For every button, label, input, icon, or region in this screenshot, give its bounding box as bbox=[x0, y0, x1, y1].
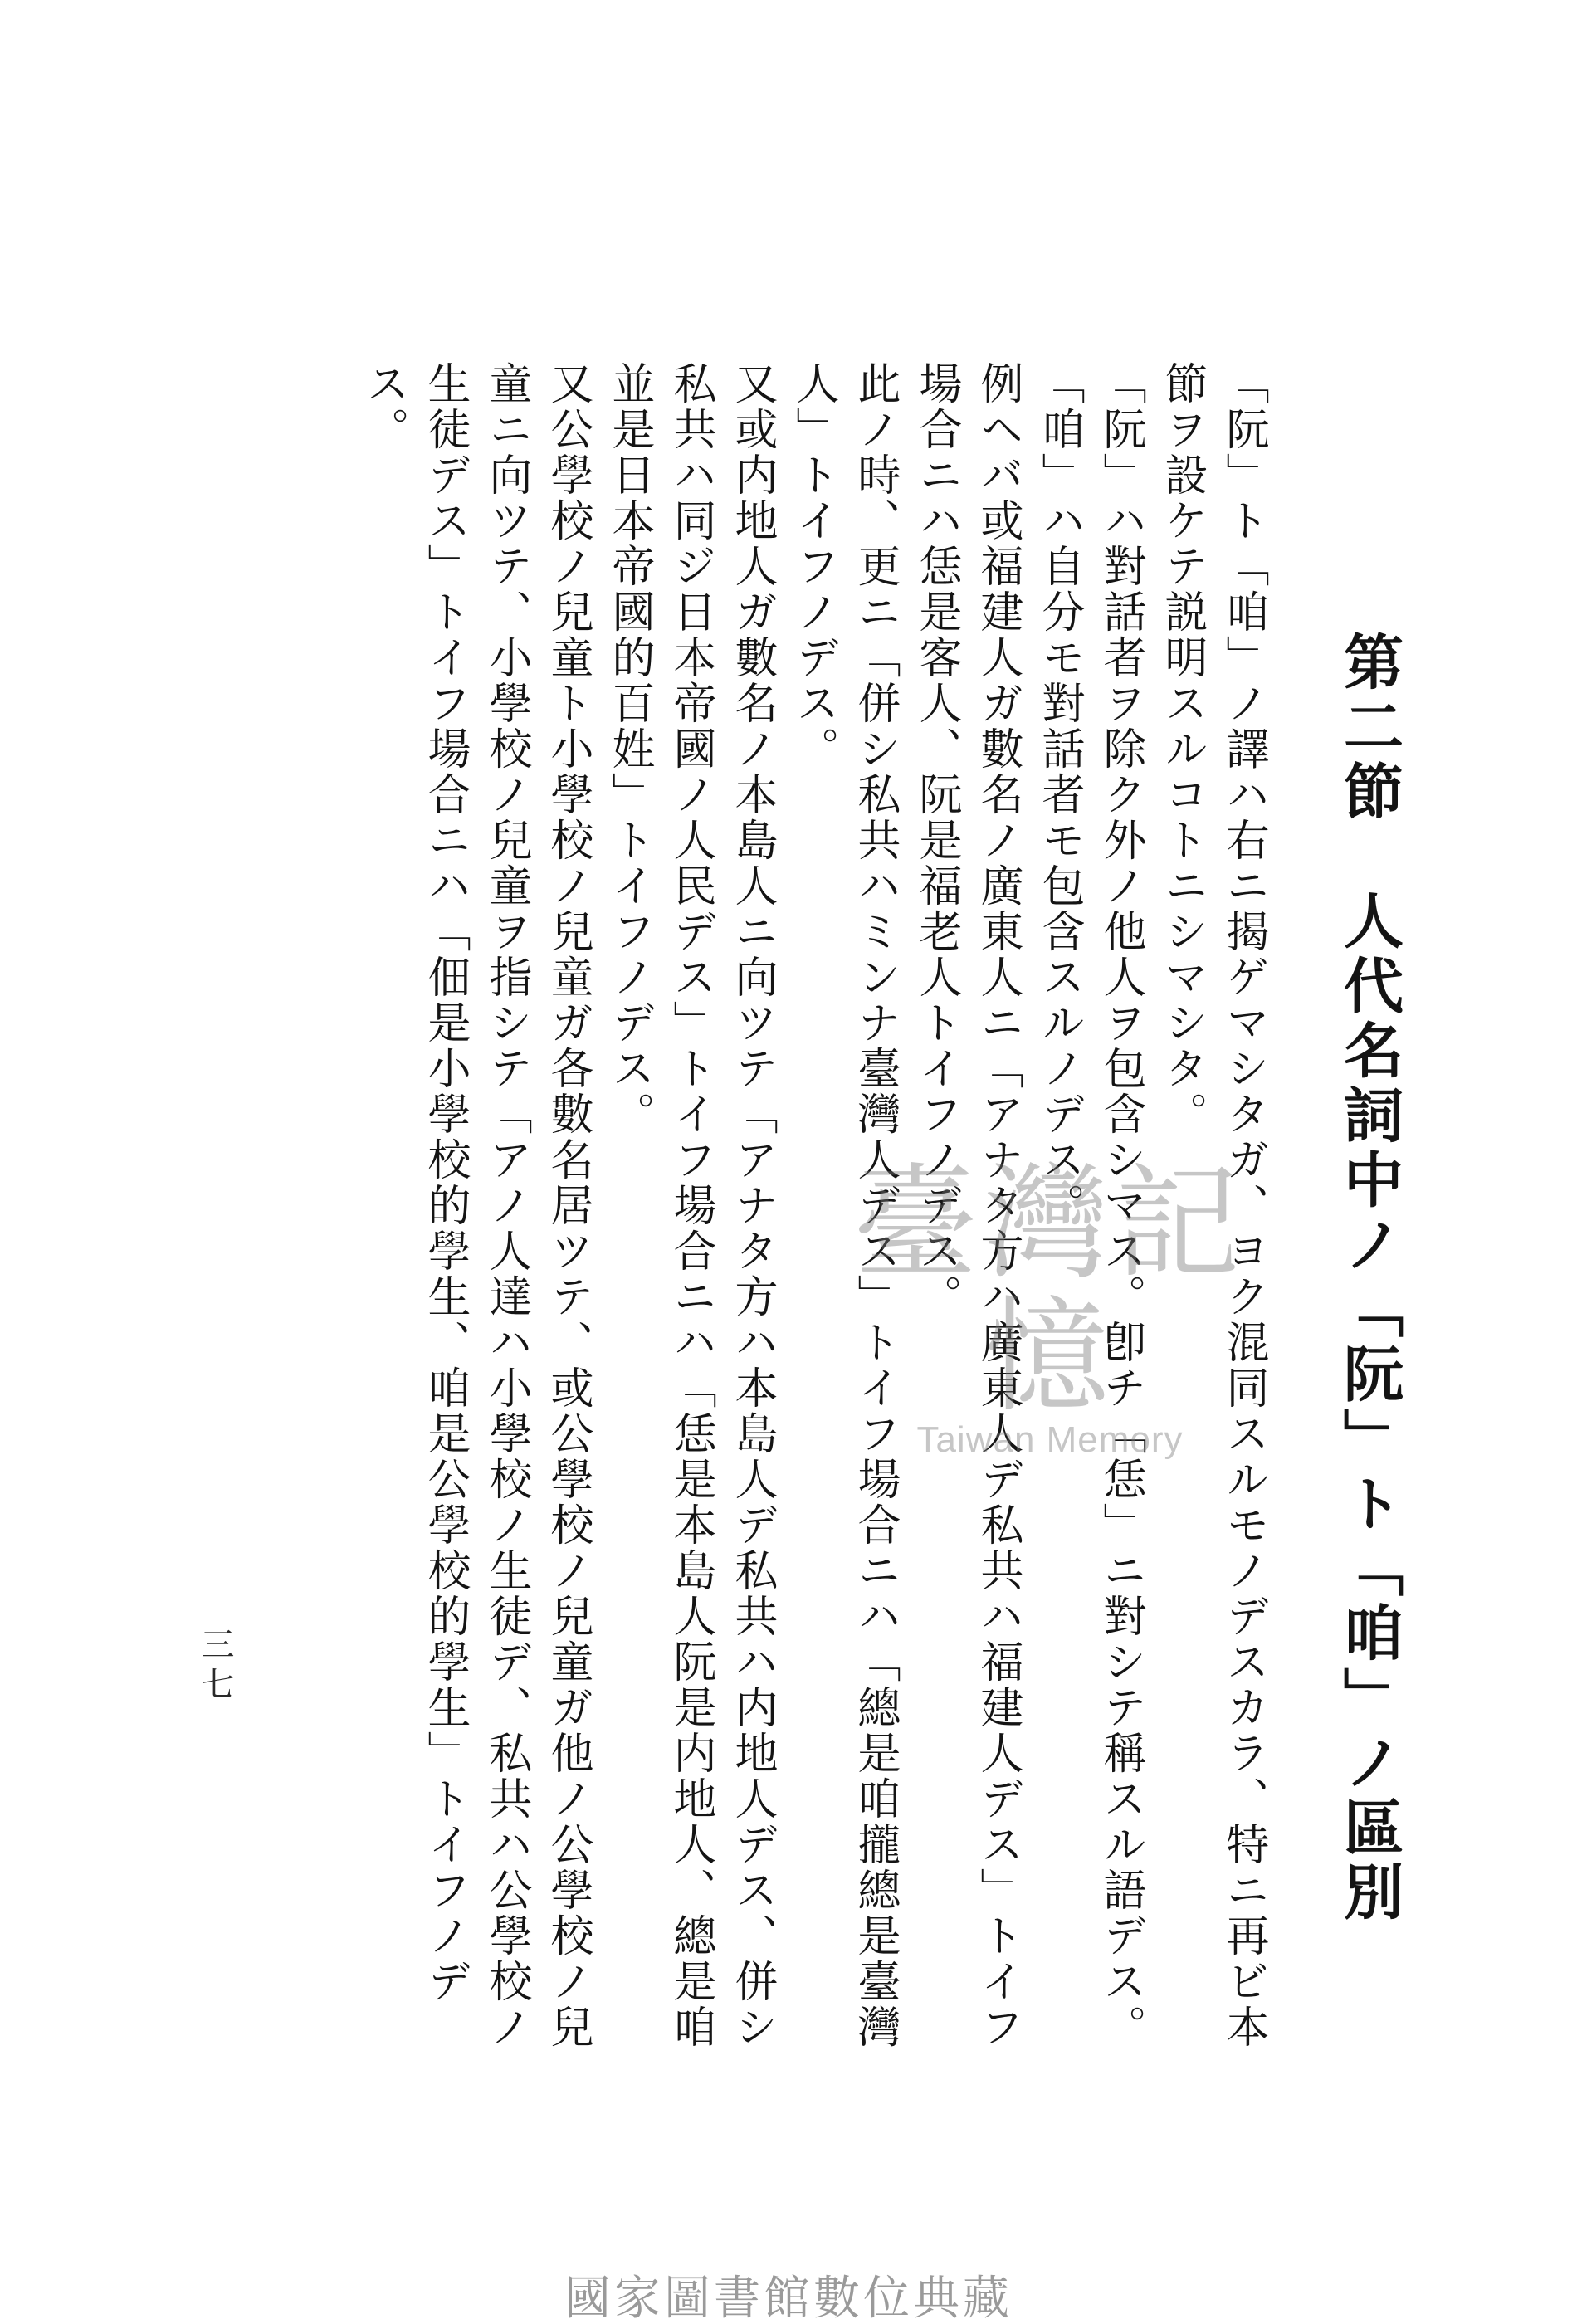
paragraph-5: 此ノ時、更ニ「併シ私共ハミンナ臺灣人デス」トイフ場合ニハ「總是咱攏總是臺灣人」トイフノデス。 bbox=[788, 361, 900, 2050]
footer-caption: 國家圖書館數位典藏 bbox=[564, 2272, 1013, 2324]
paragraph-4: 例ヘバ或福建人ガ數名ノ廣東人ニ「アナタ方ハ廣東人デ私共ハ福建人デス」トイフ場合ニハ恁是客人、阮是福老人トイフノデス。 bbox=[911, 361, 1023, 2050]
watermark-chinese: 臺灣記憶 bbox=[852, 1152, 1247, 1429]
body-text bbox=[266, 361, 1274, 2063]
paragraph-1: 「阮」ト「咱」ノ譯ハ右ニ揭ゲマシタガ、ヨク混同スルモノデスカラ、特ニ再ビ本節ヲ設ケテ説明スルコトニシマシタ。 bbox=[1157, 361, 1268, 2050]
page-number: 三七 bbox=[196, 1627, 234, 1706]
watermark-english: Taiwan Memory bbox=[916, 1419, 1184, 1460]
paragraph-6: 又或内地人ガ數名ノ本島人ニ向ツテ「アナタ方ハ本島人デ私共ハ内地人デス、併シ私共ハ同ジ日本帝國ノ人民デス」トイフ場合ニハ「恁是本島人阮是内地人、總是咱並是日本帝國的百姓」トイフノデス。 bbox=[604, 361, 777, 2050]
paragraph-7: 又公學校ノ兒童ト小學校ノ兒童ガ各數名居ツテ、或公學校ノ兒童ガ他ノ公學校ノ兒童ニ向ツテ、小學校ノ兒童ヲ指シテ「アノ人達ハ小學校ノ生徒デ、私共ハ公學校ノ生徒デス」トイフ場合ニハ「佃是小學校的學生、咱是公學校的學生」トイフノデス。 bbox=[359, 361, 593, 2050]
paragraph-2: 「阮」ハ對話者ヲ除ク外ノ他人ヲ包含シマス。卽チ「恁」ニ對シテ稱スル語デス。 bbox=[1096, 361, 1145, 2050]
section-title: 第二節 人代名詞中ノ「阮」ト「咱」ノ區別 bbox=[1334, 631, 1404, 1926]
paragraph-3: 「咱」ハ自分モ對話者モ包含スルノデス。 bbox=[1034, 361, 1084, 1228]
